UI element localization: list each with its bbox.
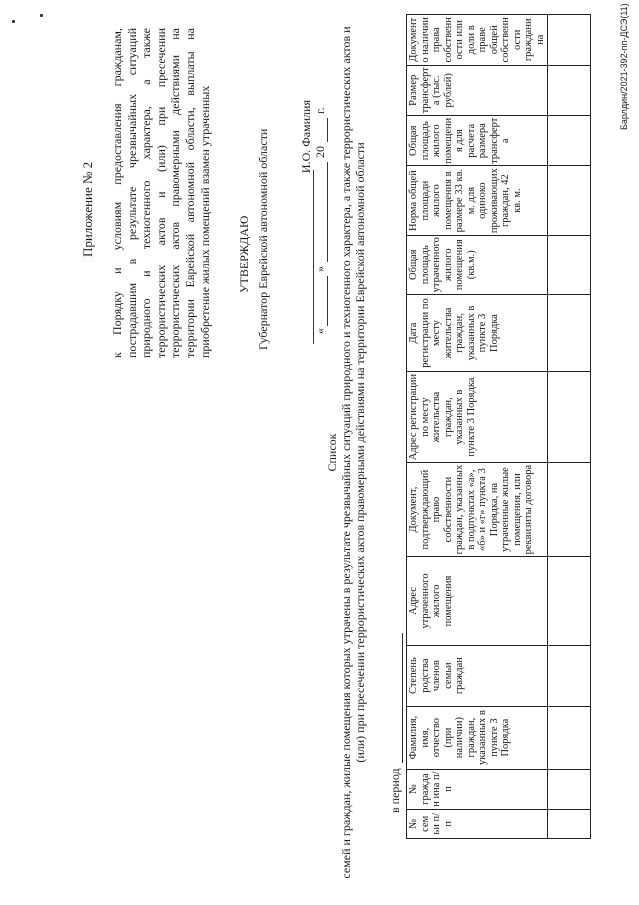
table-cell <box>548 645 591 706</box>
date-close-quote: » <box>313 266 327 272</box>
column-header: Общая площадь утраченного жилого помещения (кв.м.) <box>407 235 548 294</box>
column-header: № граждан ина п/п <box>407 769 548 809</box>
table-cell <box>548 235 591 294</box>
appendix-text: к Порядку и условиям предоставления гражданам, пострадавшим в результате чрезвычайных ситуаций природного и техногенного характера, а также террористических актов и (или) при пресечении террористических актов правомерными действиями на территории Еврейской автономной области, выплаты на приобретение жилых помещений взамен утраченных <box>110 28 212 358</box>
column-header: Норма общей площади жилого помещения в размере 33 кв. м. для одиноко проживающих граждан, 42 кв. м. <box>407 166 548 235</box>
column-header: Дата регистрации по месту жительства граждан, указанных в пункте 3 Порядка <box>407 294 548 372</box>
families-table <box>406 14 591 839</box>
table-cell <box>548 706 591 769</box>
table-row <box>548 15 591 839</box>
signature-underline <box>313 170 314 344</box>
table-cell <box>548 15 591 66</box>
date-year: 20 <box>313 146 327 158</box>
approval-position: Губернатор Еврейской автономной области <box>256 128 270 350</box>
list-title: Список <box>325 433 339 472</box>
column-header: Документ о наличии права собственности или доли в праве общей собственности гражданина <box>407 15 548 66</box>
table-cell <box>548 769 591 809</box>
table-cell <box>548 294 591 372</box>
table-cell <box>548 65 591 115</box>
list-subtitle: семей и граждан, жилые помещения которых утрачены в результате чрезвычайных ситуаций природного и техногенного характера, а также террористических актов и (или) при пресечении террористических актов правомерными действиями на территории Еврейской автономной области <box>339 26 367 879</box>
period-label: в период <box>388 768 402 813</box>
column-header: № сем ьи п/п <box>407 809 548 838</box>
column-header: Документ, подтверждающий право собственности граждан, указанных в подпунктах «а», «б» и «г» пункта 3 Порядка, на утраченные жилые помещения, или реквизиты договора <box>407 462 548 557</box>
table-cell <box>548 372 591 462</box>
table-cell <box>548 809 591 838</box>
table-cell <box>548 116 591 166</box>
footer-code: Барлдин/2021-392-пп-ДСЭ(11) <box>619 3 629 130</box>
period-line <box>388 768 403 813</box>
column-header: Степень родства членов семьи граждан <box>407 645 548 706</box>
signatory-name: И.О. Фамилия <box>299 100 313 174</box>
column-header: Фамилия, имя, отчество (при наличии) граждан, указанных в пункте 3 Порядка <box>407 706 548 769</box>
date-open-quote: « <box>313 328 327 334</box>
approval-heading: УТВЕРЖДАЮ <box>237 215 251 293</box>
table-header-row <box>407 15 548 839</box>
column-header: Общая площадь жилого помещения для расчета размера трансферта <box>407 116 548 166</box>
column-header: Адрес регистрации по месту жительства граждан, указанных в пункте 3 Порядка <box>407 372 548 462</box>
table-cell <box>548 557 591 645</box>
date-suffix: г. <box>313 107 327 114</box>
column-header: Адрес утраченного жилого помещения <box>407 557 548 645</box>
table-cell <box>548 462 591 557</box>
column-header: Размер трансферта (тыс. рублей) <box>407 65 548 115</box>
appendix-title: Приложение № 2 <box>80 161 95 257</box>
period-underline <box>402 633 403 763</box>
table-cell <box>548 166 591 235</box>
